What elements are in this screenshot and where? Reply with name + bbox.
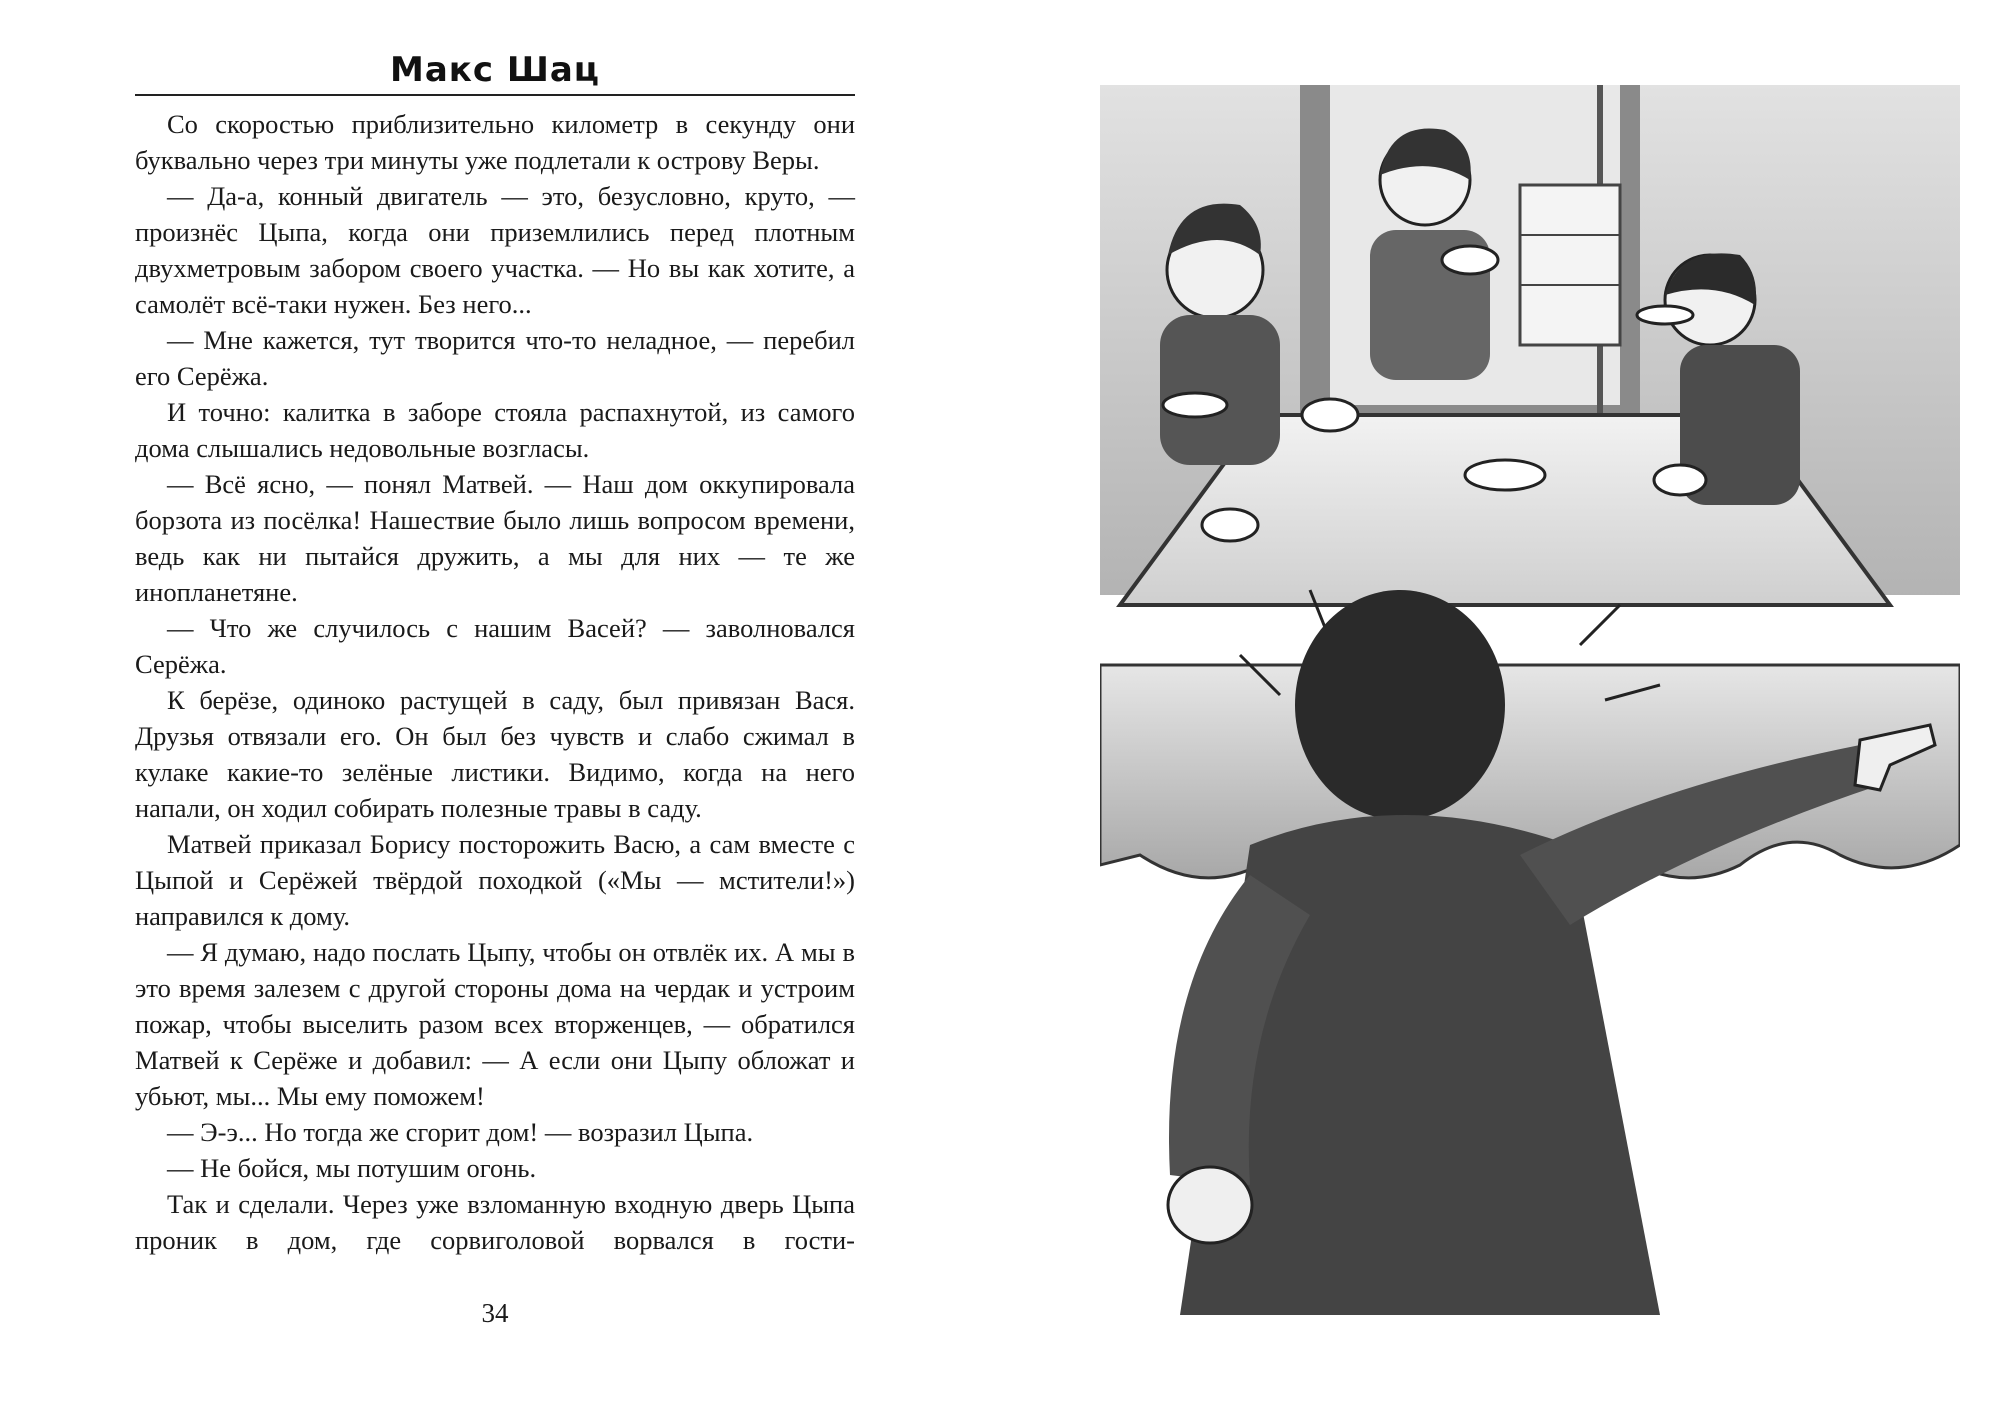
center-boy-cup (1442, 246, 1498, 274)
foreground-boy-fist (1168, 1167, 1252, 1243)
paragraph: — Не бойся, мы потушим огонь. (167, 1153, 537, 1183)
right-boy-saucer (1637, 306, 1693, 324)
paragraph: — Да-а, конный двигатель — это, безусловно, круто, — произнёс Цыпа, когда они приземлились перед плотным двухметровым забором своего участка. — Но вы как хотите, а самолёт всё-таки нужен. Без него... (135, 181, 855, 319)
paragraph: Матвей приказал Борису посторожить Васю, а сам вместе с Цыпой и Серёжей твёрдой походкой («Мы — мстители!») направился к дому. (135, 829, 855, 931)
page-number: 34 (481, 1298, 509, 1328)
paragraph: И точно: калитка в заборе стояла распахнутой, из самого дома слышались недовольные возгласы. (135, 397, 855, 463)
illustration-svg (1100, 85, 1960, 1315)
header-rule (135, 94, 855, 96)
paragraph: — Мне кажется, тут творится что-то неладное, — перебил его Серёжа. (135, 325, 855, 391)
paragraph: — Э-э... Но тогда же сгорит дом! — возразил Цыпа. (167, 1117, 754, 1147)
left-boy-saucer (1163, 393, 1227, 417)
running-head: Макс Шац (390, 50, 600, 90)
foreground-boy-head (1295, 590, 1505, 820)
paragraph: Со скоростью приблизительно километр в секунду они буквально через три минуты уже подлетали к острову Веры. (135, 109, 855, 175)
body-text (135, 106, 855, 1258)
teacup (1302, 399, 1358, 431)
left-boy-body (1160, 315, 1280, 465)
drawing-illustration (1100, 85, 1960, 1315)
paragraph: — Всё ясно, — понял Матвей. — Наш дом оккупировала борзота из посёлка! Нашествие было лишь вопросом времени, ведь как ни пытайся дружить, а мы для них — те же инопланетяне. (135, 469, 855, 607)
paragraph: — Я думаю, надо послать Цыпу, чтобы он отвлёк их. А мы в это время залезем с другой стороны дома на чердак и устроим пожар, чтобы выселить разом всех вторженцев, — обратился Матвей к Серёже и добавил: — А если они Цыпу обложат и убьют, мы... Мы ему поможем! (135, 937, 855, 1111)
teacup (1654, 465, 1706, 495)
plate (1465, 460, 1545, 490)
paragraph: К берёзе, одиноко растущей в саду, был привязан Вася. Друзья отвязали его. Он был без чувств и слабо сжимал в кулаке какие-то зелёные листики. Видимо, когда на него напали, он ходил собирать полезные травы в саду. (135, 685, 855, 823)
dresser (1520, 185, 1620, 345)
paragraph: Так и сделали. Через уже взломанную входную дверь Цыпа проник в дом, где сорвиголовой ворвался в гости- (135, 1189, 855, 1255)
teacup (1202, 509, 1258, 541)
paragraph: — Что же случилось с нашим Васей? — заволновался Серёжа. (135, 613, 855, 679)
